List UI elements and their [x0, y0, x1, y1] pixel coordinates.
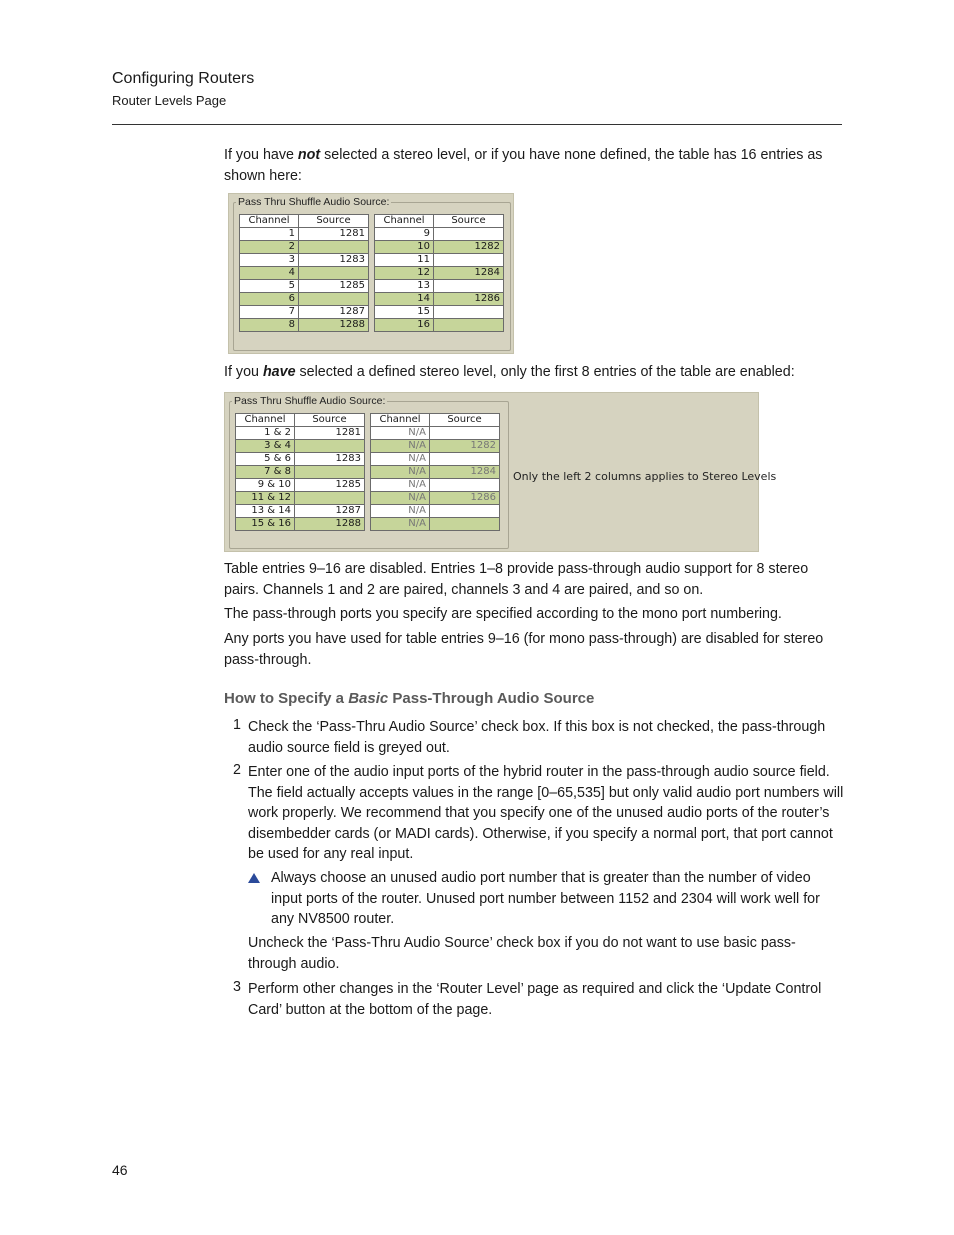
channel-cell[interactable]: 9 [375, 228, 434, 241]
table-row [236, 427, 365, 440]
table-row [371, 440, 500, 453]
source-cell[interactable]: 1286 [434, 293, 504, 306]
table-row [240, 280, 369, 293]
channel-cell[interactable]: 4 [240, 267, 299, 280]
table-row [371, 518, 500, 531]
table-row [371, 492, 500, 505]
section-text-b: Pass-Through Audio Source [388, 690, 595, 707]
source-cell[interactable] [434, 280, 504, 293]
source-cell[interactable]: 1283 [299, 254, 369, 267]
source-cell[interactable] [430, 427, 500, 440]
channel-cell[interactable]: N/A [371, 453, 430, 466]
warning-text: Always choose an unused audio port number that is greater than the number of video input ports of the router. Unused port number between 1152 and 2304 will work well for any NV8500 router. [271, 870, 820, 927]
table-row [371, 466, 500, 479]
channel-cell[interactable]: 12 [375, 267, 434, 280]
table-row [371, 427, 500, 440]
source-cell[interactable]: 1282 [430, 440, 500, 453]
step-text: Check the ‘Pass-Thru Audio Source’ check box. If this box is not checked, the pass-through audio source field is greyed out. [248, 719, 826, 756]
source-cell[interactable] [295, 492, 365, 505]
source-cell[interactable] [299, 293, 369, 306]
source-cell[interactable] [299, 267, 369, 280]
channel-cell[interactable]: 11 & 12 [236, 492, 295, 505]
source-cell[interactable]: 1285 [295, 479, 365, 492]
source-cell[interactable]: 1288 [299, 319, 369, 332]
warning-triangle-icon [248, 873, 260, 883]
stereo-grid-left [235, 413, 365, 531]
table-row [240, 241, 369, 254]
source-cell[interactable] [430, 505, 500, 518]
step-number: 1 [233, 717, 241, 733]
channel-cell[interactable]: 7 [240, 306, 299, 319]
column-header-source: Source [299, 215, 369, 228]
table-row [236, 492, 365, 505]
source-cell[interactable]: 1285 [299, 280, 369, 293]
channel-cell[interactable]: 15 [375, 306, 434, 319]
table-row [236, 518, 365, 531]
stereo-text-b: selected a defined stereo level, only the first 8 entries of the table are enabled: [295, 364, 795, 380]
uncheck-note: Uncheck the ‘Pass-Thru Audio Source’ check box if you do not want to use basic pass-through audio. [248, 935, 796, 972]
source-cell[interactable] [434, 319, 504, 332]
source-cell[interactable]: 1284 [430, 466, 500, 479]
step-number: 2 [233, 762, 241, 778]
channel-cell[interactable]: 8 [240, 319, 299, 332]
table-row [236, 466, 365, 479]
group-legend: Pass Thru Shuffle Audio Source: [234, 395, 386, 407]
table-row [240, 267, 369, 280]
table-row [375, 228, 504, 241]
table-row [375, 254, 504, 267]
intro-paragraph-mono [224, 145, 842, 186]
channel-cell[interactable]: 13 [375, 280, 434, 293]
source-cell[interactable]: 1286 [430, 492, 500, 505]
intro-text-a: If you have [224, 147, 298, 163]
step-text: Perform other changes in the ‘Router Level’ page as required and click the ‘Update Control Card’ button at the bottom of the page. [248, 981, 822, 1018]
source-cell[interactable]: 1287 [295, 505, 365, 518]
source-cell[interactable]: 1281 [299, 228, 369, 241]
source-cell[interactable] [434, 254, 504, 267]
source-cell[interactable] [430, 518, 500, 531]
column-header-channel: Channel [371, 414, 430, 427]
channel-cell[interactable]: N/A [371, 466, 430, 479]
column-header-source: Source [430, 414, 500, 427]
paragraph-mono-numbering: The pass-through ports you specify are specified according to the mono port numbering. [224, 606, 782, 622]
column-header-channel: Channel [236, 414, 295, 427]
channel-cell[interactable]: N/A [371, 492, 430, 505]
source-cell[interactable] [434, 228, 504, 241]
running-header-subtitle: Router Levels Page [112, 93, 227, 108]
running-header-title: Configuring Routers [112, 70, 255, 87]
channel-cell[interactable]: 3 & 4 [236, 440, 295, 453]
channel-cell[interactable]: 14 [375, 293, 434, 306]
intro-text-b: selected a stereo level, or if you have none defined, the table has 16 entries as shown here: [224, 147, 823, 184]
table-row [240, 306, 369, 319]
source-cell[interactable]: 1282 [434, 241, 504, 254]
table-row [240, 293, 369, 306]
step-text: Enter one of the audio input ports of the hybrid router in the pass-through audio source field. The field actually accepts values in the range [0–65,535] but only valid audio port numbers will work properly. We recommend that you specify one of the unused audio ports of the router’s disembedder cards (or MADI cards). Otherwise, if you specify a normal port, that port cannot be used for any real input. [248, 764, 844, 862]
column-header-source: Source [295, 414, 365, 427]
mono-grid-right [374, 214, 504, 332]
source-cell[interactable]: 1283 [295, 453, 365, 466]
stereo-text-a: If you [224, 364, 263, 380]
table-row [240, 228, 369, 241]
table-row [240, 319, 369, 332]
channel-cell[interactable]: 3 [240, 254, 299, 267]
group-legend: Pass Thru Shuffle Audio Source: [238, 196, 390, 208]
channel-cell[interactable]: 2 [240, 241, 299, 254]
figure-mono-table [228, 193, 514, 354]
paragraph-ports-disabled: Any ports you have used for table entries 9–16 (for mono pass-through) are disabled for stereo pass-through. [224, 631, 824, 668]
channel-cell[interactable]: 5 [240, 280, 299, 293]
section-heading [224, 690, 594, 707]
table-row [371, 479, 500, 492]
source-cell[interactable] [430, 453, 500, 466]
table-row [375, 319, 504, 332]
table-row [236, 505, 365, 518]
section-text-a: How to Specify a [224, 690, 349, 707]
source-cell[interactable] [434, 306, 504, 319]
header-rule [112, 124, 842, 125]
channel-cell[interactable]: 5 & 6 [236, 453, 295, 466]
channel-cell[interactable]: N/A [371, 427, 430, 440]
source-cell[interactable] [299, 241, 369, 254]
stereo-emphasis: have [262, 364, 296, 380]
column-header-channel: Channel [240, 215, 299, 228]
channel-cell[interactable]: 7 & 8 [236, 466, 295, 479]
table-row [371, 505, 500, 518]
table-row [375, 293, 504, 306]
source-cell[interactable] [295, 440, 365, 453]
stereo-grid-right [370, 413, 500, 531]
channel-cell[interactable]: 15 & 16 [236, 518, 295, 531]
table-row [375, 280, 504, 293]
section-emphasis: Basic [348, 690, 389, 707]
table-row [375, 267, 504, 280]
source-cell[interactable]: 1287 [299, 306, 369, 319]
table-row [236, 479, 365, 492]
source-cell[interactable] [295, 466, 365, 479]
source-cell[interactable]: 1284 [434, 267, 504, 280]
channel-cell[interactable]: 11 [375, 254, 434, 267]
channel-cell[interactable]: N/A [371, 505, 430, 518]
channel-cell[interactable]: N/A [371, 479, 430, 492]
channel-cell[interactable]: 13 & 14 [236, 505, 295, 518]
table-row [371, 453, 500, 466]
source-cell[interactable]: 1288 [295, 518, 365, 531]
column-header-channel: Channel [375, 215, 434, 228]
figure-note: Only the left 2 columns applies to Stereo Levels [513, 470, 777, 483]
table-row [240, 254, 369, 267]
channel-cell[interactable]: 16 [375, 319, 434, 332]
channel-cell[interactable]: 6 [240, 293, 299, 306]
channel-cell[interactable]: 10 [375, 241, 434, 254]
step-number: 3 [233, 979, 241, 995]
source-cell[interactable] [430, 479, 500, 492]
channel-cell[interactable]: 9 & 10 [236, 479, 295, 492]
table-row [375, 241, 504, 254]
table-row [375, 306, 504, 319]
page-number: 46 [112, 1162, 128, 1178]
channel-cell[interactable]: 1 & 2 [236, 427, 295, 440]
source-cell[interactable]: 1281 [295, 427, 365, 440]
channel-cell[interactable]: 1 [240, 228, 299, 241]
column-header-source: Source [434, 215, 504, 228]
paragraph-disabled-entries: Table entries 9–16 are disabled. Entries 1–8 provide pass-through audio support for 8 stereo pairs. Channels 1 and 2 are paired, channels 3 and 4 are paired, and so on. [224, 561, 809, 598]
mono-grid-left [239, 214, 369, 332]
intro-paragraph-stereo [224, 362, 842, 383]
table-row [236, 440, 365, 453]
table-row [236, 453, 365, 466]
channel-cell[interactable]: N/A [371, 518, 430, 531]
intro-emphasis: not [297, 147, 321, 163]
channel-cell[interactable]: N/A [371, 440, 430, 453]
